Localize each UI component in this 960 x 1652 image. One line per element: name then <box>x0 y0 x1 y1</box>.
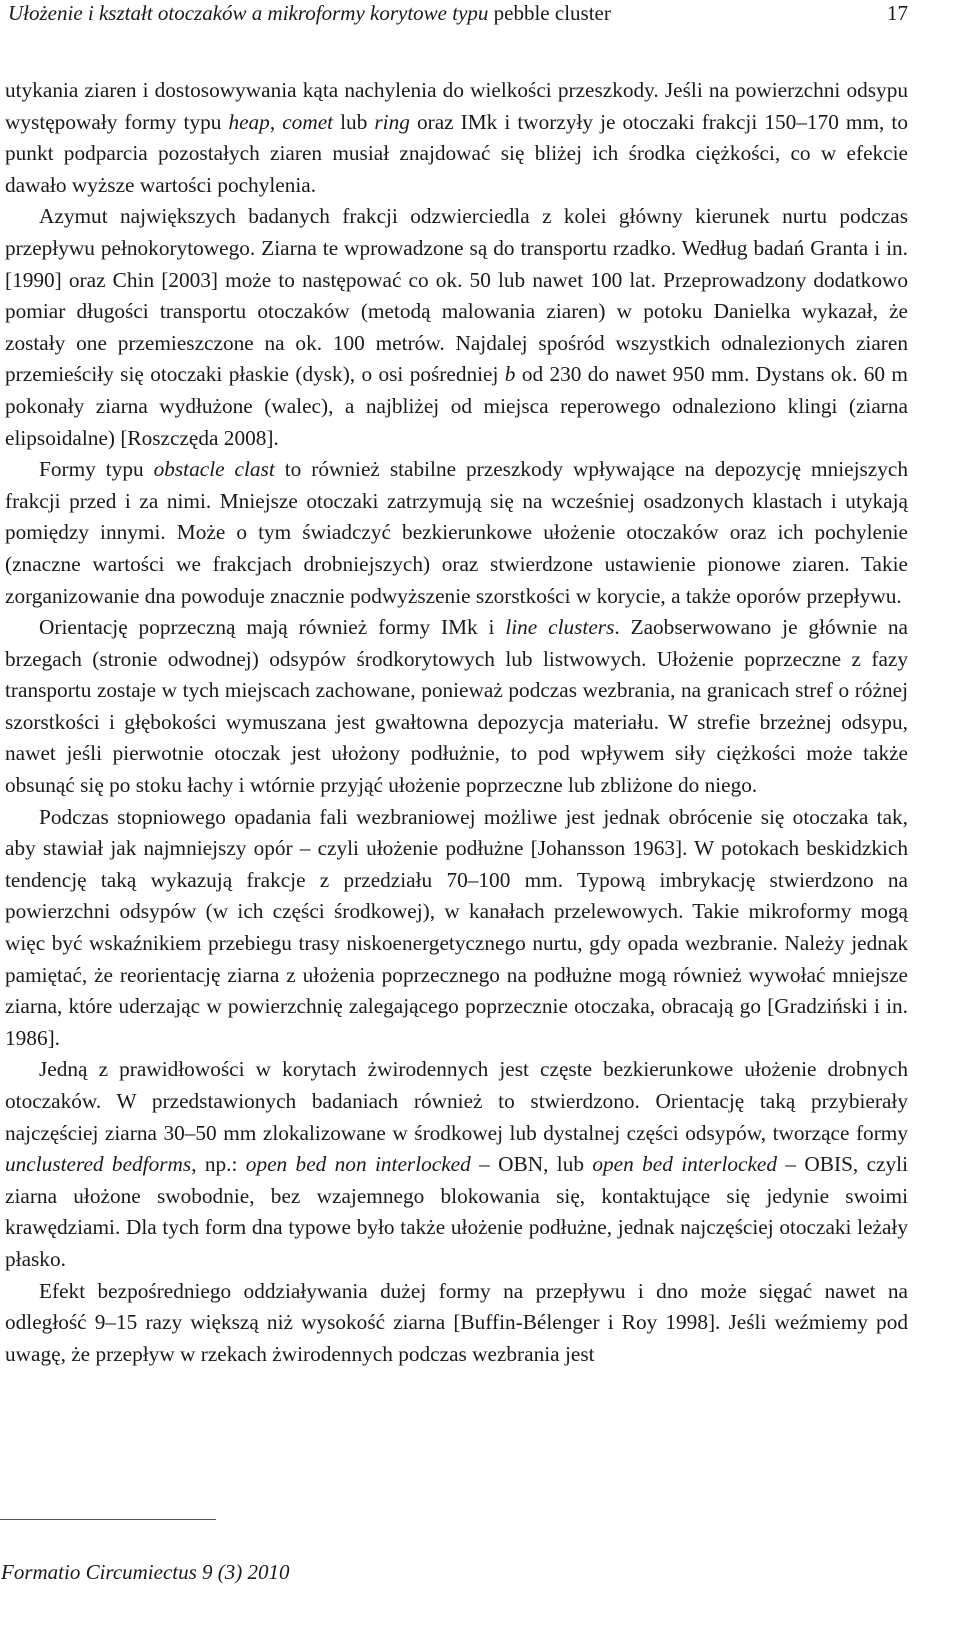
body-paragraph <box>5 75 908 201</box>
body-paragraph <box>5 1276 908 1371</box>
text-run: utykania ziaren i dostosowywania kąta nachylenia do wielkości przeszkody. Jeśli na powierzchni odsypu występowały formy typu <box>5 78 908 134</box>
journal-footer: Formatio Circumiectus 9 (3) 2010 <box>1 1560 290 1584</box>
text-run: oraz IMk i tworzyły je otoczaki frakcji 150–170 mm, to punkt podparcia pozostałych ziaren musiał znajdować się bliżej ich środka ciężkości, co w efekcie dawało wyższe wartości pochylenia. <box>5 109 908 197</box>
text-run: – OBN, lub <box>470 1152 593 1177</box>
italic-term: obstacle clast <box>153 457 275 482</box>
body-paragraph <box>5 802 908 1055</box>
text-run: od 230 do nawet 950 mm. Dystans ok. 60 m pokonały ziarna wydłużone (walec), a najbliżej od miejsca reperowego odnaleziono klingi (ziarna elipsoidalne) [Roszczęda 2008]. <box>5 362 908 450</box>
italic-term: ring <box>374 109 410 134</box>
text-run: . Zaobserwowano je głównie na brzegach (stronie odwodnej) odsypów środkorytowych lub listwowych. Ułożenie poprzeczne z fazy transportu zostaje w tych miejscach zachowane, ponieważ podczas wezbrania, na granicach stref o różnej szorstkości i głębokości wymuszana jest gwałtowna depozycja materiału. W strefie brzeżnej odsypu, nawet jeśli pierwotnie otoczak jest ułożony podłużnie, to pod wpływem siły ciężkości może także obsunąć się po stoku łachy i wtórnie przyjąć ułożenie poprzeczne lub zbliżone do niego. <box>5 615 908 798</box>
text-run: Formy typu <box>39 457 154 482</box>
footer-rule <box>0 1519 216 1520</box>
body-paragraph <box>5 201 908 454</box>
text-run: lub <box>333 109 375 134</box>
text-run: Jedną z prawidłowości w korytach żwirodennych jest częste bezkierunkowe ułożenie drobnych otoczaków. W przedstawionych badaniach również to stwierdzono. Orientację taką przybierały najczęściej ziarna 30–50 mm zlokalizowane w środkowej lub dystalnej części odsypów, tworzące formy <box>5 1057 908 1145</box>
text-run: Podczas stopniowego opadania fali wezbraniowej możliwe jest jednak obrócenie się otoczaka tak, aby stawiał jak najmniejszy opór – czyli ułożenie podłużne [Johansson 1963]. W potokach beskidzkich tendencję taką wykazują frakcje z przedziału 70–100 mm. Typową imbrykację stwierdzono na powierzchni odsypów (w ich części środkowej), w kanałach przelewowych. Takie mikroformy mogą więc być wskaźnikiem przebiegu trasy niskoenergetycznego nurtu, gdy opada wezbranie. Należy jednak pamiętać, że reorientację ziarna z ułożenia poprzecznego na podłużne mogą również wywołać mniejsze ziarna, które uderzając w powierzchnię zalegającego poprzecznie otoczaka, obracają go [Gradziński i in. 1986]. <box>5 804 908 1050</box>
body-paragraph <box>5 612 908 802</box>
italic-term: open bed non interlocked <box>245 1152 471 1177</box>
body-paragraph <box>5 1054 908 1275</box>
italic-term: unclustered bedforms <box>5 1152 192 1177</box>
text-run: , <box>269 109 283 134</box>
italic-term: open bed interlocked <box>592 1152 778 1177</box>
text-run: to również stabilne przeszkody wpływające na depozycję mniejszych frakcji przed i za nimi. Mniejsze otoczaki zatrzymują się na wcześniej osadzonych klastach i utykają pomiędzy innymi. Może o tym świadczyć bezkierunkowe ułożenie otoczaków oraz ich pochylenie (znaczne wartości we frakcjach drobniejszych) oraz stwierdzone ustawienie pionowe ziaren. Takie zorganizowanie dna powoduje znacznie podwyższenie szorstkości w korycie, a także oporów przepływu. <box>5 457 908 608</box>
text-run: – OBIS, czyli ziarna ułożone swobodnie, bez wzajemnego blokowania się, kontaktujące się jedynie swoimi krawędziami. Dla tych form dna typowe było także ułożenie podłużne, jednak najczęściej otoczaki leżały płasko. <box>5 1152 908 1271</box>
running-title <box>8 0 611 26</box>
text-run: , np.: <box>191 1152 246 1177</box>
italic-term: b <box>504 362 516 387</box>
running-title-upright: pebble cluster <box>493 1 611 25</box>
page-number: 17 <box>887 1 908 25</box>
page-header <box>8 0 908 26</box>
italic-term: comet <box>282 109 334 134</box>
italic-term: heap <box>228 109 270 134</box>
article-body <box>5 75 908 1370</box>
text-run: Efekt bezpośredniego oddziaływania dużej formy na przepływu i dno może sięgać nawet na odległość 9–15 razy większą niż wysokość ziarna [Buffin-Bélenger i Roy 1998]. Jeśli weźmiemy pod uwagę, że przepływ w rzekach żwirodennych podczas wezbrania jest <box>5 1278 908 1366</box>
body-paragraph <box>5 454 908 612</box>
running-title-italic: Ułożenie i kształt otoczaków a mikroformy korytowe typu <box>8 1 489 25</box>
text-run: Azymut największych badanych frakcji odzwierciedla z kolei główny kierunek nurtu podczas przepływu pełnokorytowego. Ziarna te wprowadzone są do transportu rzadko. Według badań Granta i in. [1990] oraz Chin [2003] może to następować co ok. 50 lub nawet 100 lat. Przeprowadzony dodatkowo pomiar długości transportu otoczaków (metodą malowania ziaren) w potoku Danielka wykazał, że zostały one przemieszczone na ok. 100 metrów. Najdalej spośród wszystkich odnalezionych ziaren przemieściły się otoczaki płaskie (dysk), o osi pośredniej <box>5 204 908 387</box>
italic-term: line clusters <box>505 615 615 640</box>
text-run: Orientację poprzeczną mają również formy IMk i <box>39 615 506 640</box>
